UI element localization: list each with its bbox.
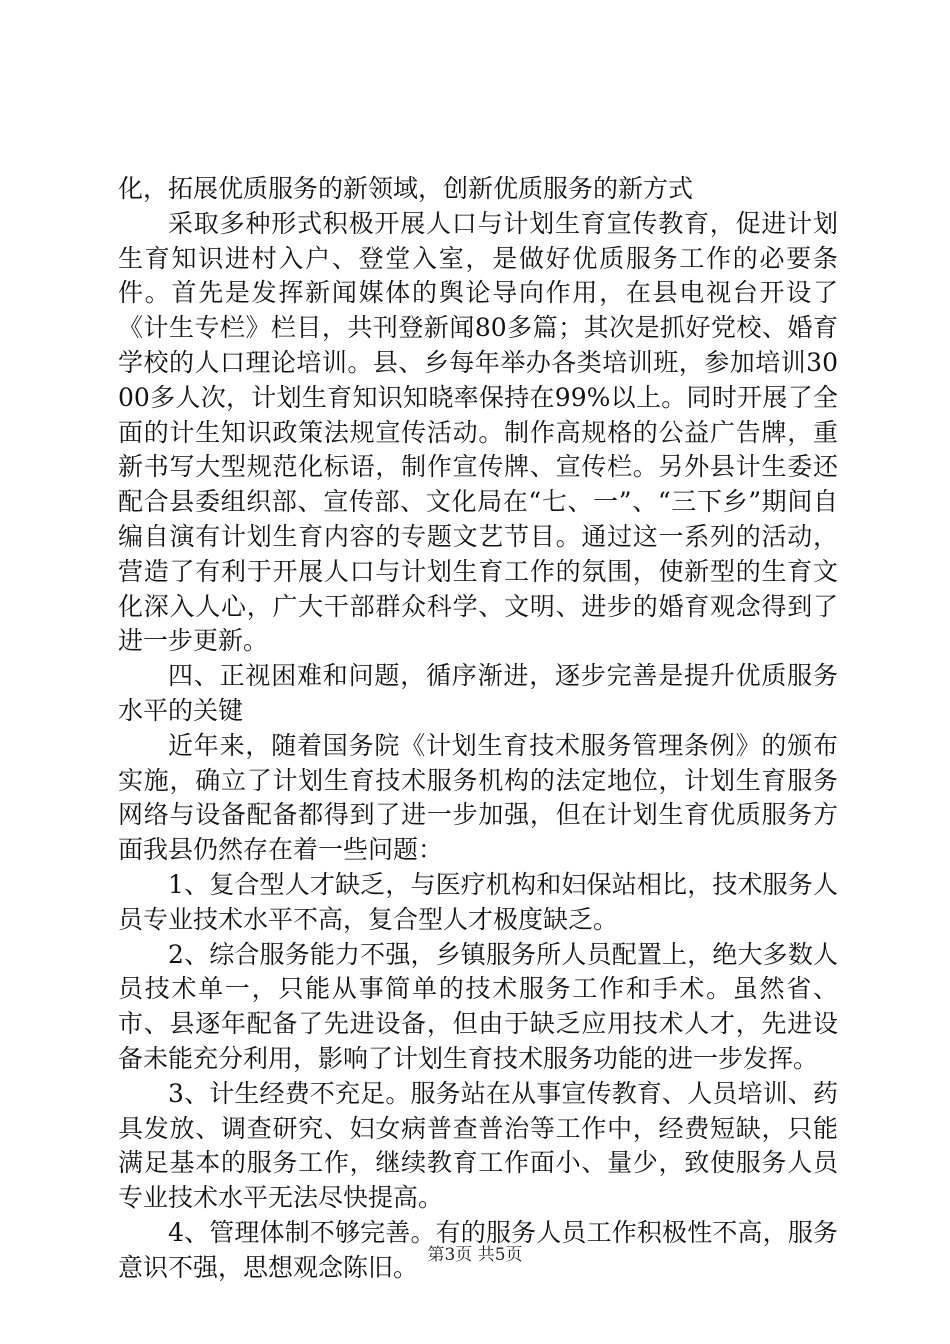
page-number-footer: 第3页 共5页 (427, 1245, 523, 1265)
list-item-management: 4、管理体制不够完善。有的服务人员工作积极性不高，服务意识不强，思想观念陈旧。 (118, 1217, 838, 1282)
list-item-funding: 3、计生经费不充足。服务站在从事宣传教育、人员培训、药具发放、调查研究、妇女病普查普治等工作中，经费短缺，只能满足基本的服务工作，继续教育工作面小、量少，致使服务人员专业技术水平无法尽快提高。 (118, 1078, 838, 1213)
document-body (118, 172, 838, 1286)
list-item-service-capacity: 2、综合服务能力不强，乡镇服务所人员配置上，绝大多数人员技术单一，只能从事简单的技术服务工作和手术。虽然省、市、县逐年配备了先进设备，但由于缺乏应用技术人才，先进设备未能充分利用，影响了计划生育技术服务功能的进一步发挥。 (118, 939, 838, 1073)
section-heading-four: 四、正视困难和问题，循序渐进，逐步完善是提升优质服务水平的关键 (118, 661, 838, 725)
paragraph-publicity: 采取多种形式积极开展人口与计划生育宣传教育，促进计划生育知识进村入户、登堂入室，是做好优质服务工作的必要条件。首先是发挥新闻媒体的舆论导向作用，在县电视台开设了《计生专栏》栏目，共刊登新闻80多篇；其次是抓好党校、婚育学校的人口理论培训。县、乡每年举办各类培训班，参加培训3000多人次，计划生育知识知晓率保持在99%以上。同时开展了全面的计生知识政策法规宣传活动。制作高规格的公益广告牌，重新书写大型规范化标语，制作宣传牌、宣传栏。另外县计生委还配合县委组织部、宣传部、文化局在“七、一”、“三下乡”期间自编自演有计划生育内容的专题文艺节目。通过这一系列的活动，营造了有利于开展人口与计划生育工作的氛围，使新型的生育文化深入人心，广大干部群众科学、文明、进步的婚育观念得到了进一步更新。 (118, 208, 838, 656)
paragraph-continuation: 化，拓展优质服务的新领域，创新优质服务的新方式 (118, 174, 694, 203)
list-item-talent: 1、复合型人才缺乏，与医疗机构和妇保站相比，技术服务人员专业技术水平不高，复合型人才极度缺乏。 (118, 869, 838, 934)
paragraph-problems-intro: 近年来，随着国务院《计划生育技术服务管理条例》的颁布实施，确立了计划生育技术服务机构的法定地位，计划生育服务网络与设备配备都得到了进一步加强，但在计划生育优质服务方面我县仍然存在着一些问题： (118, 730, 838, 865)
